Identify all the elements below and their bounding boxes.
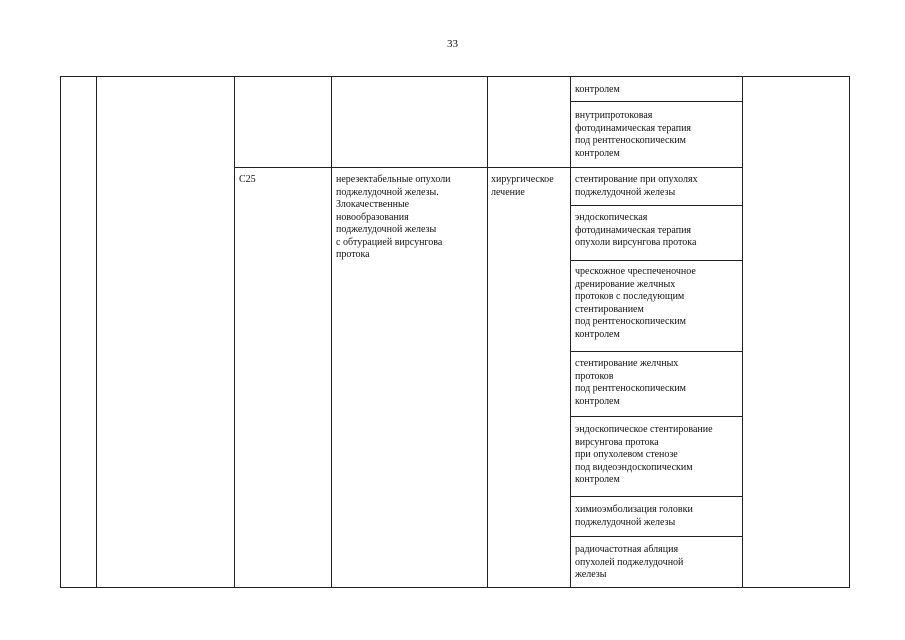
column-divider xyxy=(331,76,332,588)
method-cell: внутрипротоковая фотодинамическая терапия под рентгеноскопическим контролем xyxy=(575,110,692,159)
method-divider xyxy=(570,536,742,537)
method-cell: стентирование при опухолях поджелудочной железы xyxy=(575,174,698,198)
method-cell: химиоэмболизация головки поджелудочной железы xyxy=(575,504,693,528)
method-cell: чрескожное чреспеченочное дренирование желчных протоков с последующим стентированием под рентгеноскопическим контролем xyxy=(575,266,696,340)
method-divider xyxy=(570,260,742,261)
diagnosis-cell: нерезектабельные опухоли поджелудочной железы. Злокачественные новообразования поджелудочной железы с обтурацией вирсунгова протока xyxy=(336,174,451,260)
column-divider xyxy=(234,76,235,588)
method-divider xyxy=(570,496,742,497)
row-divider xyxy=(234,167,742,168)
method-divider xyxy=(570,101,742,102)
method-cell: эндоскопическое стентирование вирсунгова протока при опухолевом стенозе под видеоэндоскопическим контролем xyxy=(575,424,713,485)
method-divider xyxy=(570,205,742,206)
method-cell: контролем xyxy=(575,84,620,95)
column-divider xyxy=(570,76,571,588)
page-number: 33 xyxy=(447,38,458,50)
method-divider xyxy=(570,416,742,417)
method-cell: радиочастотная абляция опухолей поджелудочной железы xyxy=(575,544,684,580)
method-cell: стентирование желчных протоков под рентгеноскопическим контролем xyxy=(575,358,687,407)
column-divider xyxy=(96,76,97,588)
icd-code-cell: C25 xyxy=(239,174,256,185)
column-divider xyxy=(742,76,743,588)
method-cell: эндоскопическая фотодинамическая терапия опухоли вирсунгова протока xyxy=(575,212,697,248)
treatment-type-cell: хирургическое лечение xyxy=(491,174,554,198)
column-divider xyxy=(487,76,488,588)
method-divider xyxy=(570,351,742,352)
